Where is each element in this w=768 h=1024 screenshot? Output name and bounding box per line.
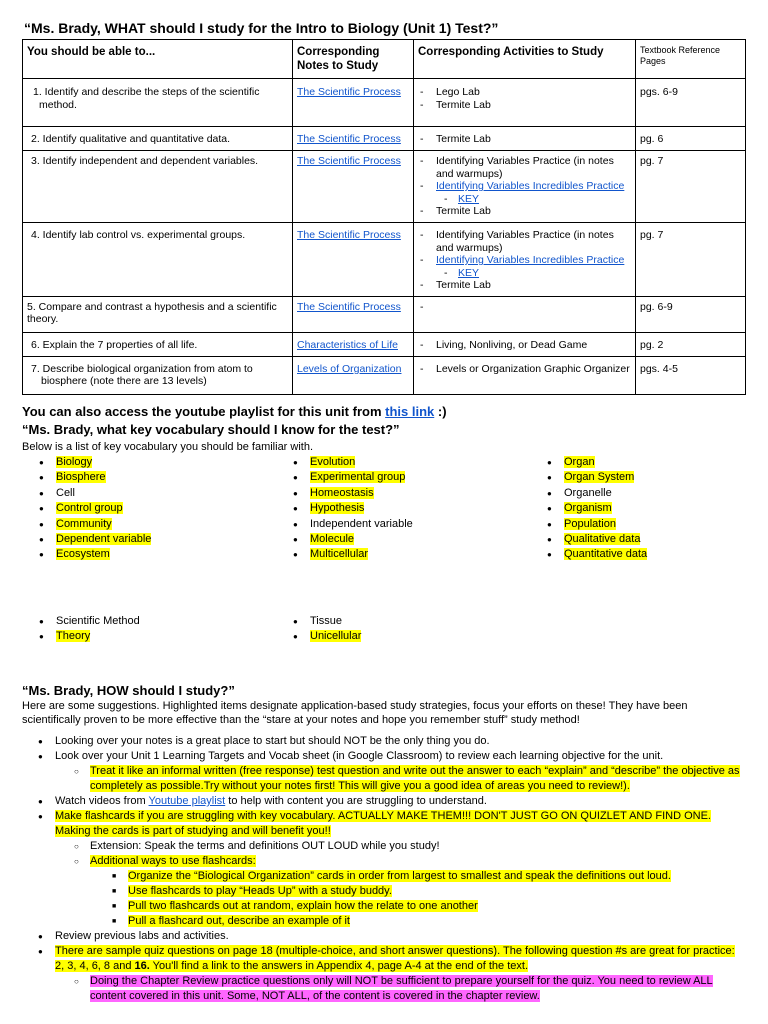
list-item: ○ Extension: Speak the terms and definitions OUT LOUD while you study!: [22, 839, 742, 854]
vocab-term: Qualitative data: [564, 533, 641, 546]
pages-text: pg. 7: [640, 155, 664, 167]
activity-item: - Identifying Variables Practice (in notes and warmups): [418, 229, 631, 254]
pages-cell: [636, 332, 746, 356]
vocab-item: [546, 517, 647, 532]
vocab-item: [292, 614, 361, 629]
activity-item: - Levels or Organization Graphic Organizer: [418, 363, 631, 376]
vocab-term: Biology: [56, 456, 93, 468]
list-item: [22, 914, 742, 929]
vocab-term: Community: [56, 517, 112, 530]
objective-cell: [23, 356, 293, 394]
activity-item: - Lego Lab: [418, 86, 631, 99]
vocab-item: [38, 614, 140, 629]
vocab-term: Experimental group: [310, 471, 406, 484]
vocab-term: Biosphere: [56, 471, 106, 484]
list-item: [22, 854, 742, 869]
vocab-item: [38, 547, 151, 562]
pages-text: pgs. 4-5: [640, 362, 678, 375]
vocab-column: [292, 455, 413, 563]
activity-item: - Termite Lab: [418, 99, 631, 112]
pages-text: pg. 6-9: [640, 300, 673, 313]
vocab-item: [292, 547, 413, 562]
vocab-item: [546, 455, 647, 470]
pages-text: pg. 2: [640, 338, 664, 351]
list-item: ● Look over your Unit 1 Learning Targets and Vocab sheet (in Google Classroom) to review each learning objective for the unit.: [22, 749, 742, 764]
vocab-item: [38, 455, 151, 470]
activity-item: - Identifying Variables Practice (in notes and warmups): [418, 155, 631, 180]
vocab-item: [546, 501, 647, 516]
vocab-term: Organ: [564, 456, 595, 468]
vocab-item: [38, 486, 151, 501]
notes-cell: [293, 79, 414, 127]
list-item-text: Use flashcards to play “Heads Up” with a study buddy.: [128, 885, 392, 897]
list-item: [22, 944, 742, 974]
vocab-item: [292, 455, 413, 470]
youtube-playlist-link[interactable]: Youtube playlist: [148, 795, 226, 807]
table-row: [23, 332, 746, 356]
vocab-term: Organ System: [564, 471, 635, 484]
pages-cell: [636, 127, 746, 151]
list-item: [22, 974, 742, 1004]
table-row: [23, 356, 746, 394]
pages-cell: [636, 356, 746, 394]
notes-cell: [293, 296, 414, 332]
table-row: [23, 79, 746, 127]
table-row: [23, 151, 746, 223]
objective-text: 7. Describe biological organization from atom to biosphere (note there are 13 levels): [31, 362, 253, 387]
header-pages: Textbook Reference Pages: [636, 40, 746, 79]
pages-text: pg. 7: [640, 229, 664, 241]
vocab-item: [292, 517, 413, 532]
pages-text: pgs. 6-9: [640, 86, 678, 98]
list-item: [22, 764, 742, 794]
notes-cell: [293, 151, 414, 223]
vocab-item: [38, 629, 140, 644]
notes-cell: [293, 223, 414, 297]
vocab-term: Scientific Method: [56, 615, 140, 627]
objective-text: 3. Identify independent and dependent variables.: [31, 155, 259, 167]
vocab-term: Theory: [56, 630, 91, 643]
vocab-term: Independent variable: [310, 517, 413, 530]
vocab-item: [292, 501, 413, 516]
vocab-heading: “Ms. Brady, what key vocabulary should I know for the test?”: [22, 422, 400, 437]
key-link[interactable]: KEY: [458, 192, 480, 205]
vocab-item: [292, 486, 413, 501]
activities-cell: [414, 223, 636, 297]
pages-cell: [636, 223, 746, 297]
list-item: ● Looking over your notes is a great place to start but should NOT be the only thing you do.: [22, 734, 742, 749]
list-item-text: to help with content you are struggling to understand.: [225, 795, 487, 807]
objective-text: 4. Identify lab control vs. experimental groups.: [31, 229, 246, 241]
list-item-text: Watch videos from: [55, 795, 149, 807]
objective-cell: [23, 296, 293, 332]
notes-link[interactable]: Characteristics of Life: [297, 338, 398, 351]
notes-link[interactable]: The Scientific Process: [297, 300, 401, 313]
vocab-term: Organelle: [564, 486, 612, 499]
vocab-column: [38, 614, 140, 645]
header-activities: Corresponding Activities to Study: [414, 40, 636, 79]
activities-cell: [414, 356, 636, 394]
vocab-item: [292, 532, 413, 547]
vocab-term: Multicellular: [310, 548, 369, 561]
vocab-item: [38, 517, 151, 532]
playlist-link[interactable]: this link: [385, 404, 435, 419]
list-item-text: Doing the Chapter Review practice questions only will NOT be sufficient to prepare yourself for the quiz. You need to review ALL content covered in this unit. Some, NOT ALL, of the content is covered in the chapter review.: [90, 975, 713, 1002]
activities-cell: [414, 127, 636, 151]
playlist-text: You can also access the youtube playlist for this unit from: [22, 404, 386, 419]
incredibles-practice-link[interactable]: Identifying Variables Incredibles Practice: [436, 180, 625, 192]
objective-cell: [23, 223, 293, 297]
vocab-term: Control group: [56, 502, 123, 515]
vocab-term: Tissue: [310, 615, 342, 627]
objective-text: 1. Identify and describe the steps of the scientific method.: [33, 86, 260, 111]
activity-item: - Termite Lab: [418, 205, 631, 218]
vocab-term: Dependent variable: [56, 533, 152, 546]
list-item: [22, 869, 742, 884]
activities-cell: [414, 151, 636, 223]
incredibles-practice-link[interactable]: Identifying Variables Incredibles Practice: [436, 254, 625, 266]
list-item-text: There are sample quiz questions on page 18 (multiple-choice, and short answer questions). The following question #s are great for practice: 2, 3, 4, 6, 8 and: [55, 945, 735, 972]
list-item: [22, 899, 742, 914]
vocab-intro: Below is a list of key vocabulary you should be familiar with.: [22, 441, 314, 453]
vocab-term: Homeostasis: [310, 486, 374, 499]
notes-link[interactable]: Levels of Organization: [297, 362, 402, 375]
activity-item: - Termite Lab: [418, 133, 631, 146]
activity-item: - Termite Lab: [418, 279, 631, 292]
key-link[interactable]: KEY: [458, 266, 480, 279]
notes-link[interactable]: The Scientific Process: [297, 155, 401, 167]
notes-link[interactable]: The Scientific Process: [297, 229, 401, 241]
how-heading: “Ms. Brady, HOW should I study?”: [22, 683, 235, 698]
vocab-item: [38, 470, 151, 485]
list-item-text: You'll find a link to the answers in Appendix 4, page A-4 at the end of the text.: [149, 960, 529, 972]
list-item-text: Additional ways to use flashcards:: [90, 855, 256, 867]
vocab-item: [292, 629, 361, 644]
list-item-text: Make flashcards if you are struggling with key vocabulary. ACTUALLY MAKE THEM!!! DON'T JUST GO ON QUIZLET AND FIND ONE. Making the cards is part of studying and will benefit you!!: [55, 810, 711, 837]
activities-cell: [414, 296, 636, 332]
vocab-item: [546, 547, 647, 562]
notes-cell: [293, 356, 414, 394]
list-item-text: Organize the “Biological Organization” cards in order from largest to smallest and speak the definitions out loud.: [128, 870, 671, 882]
objective-text: 6. Explain the 7 properties of all life.: [31, 338, 198, 351]
vocab-term: Organism: [564, 502, 612, 515]
objective-text: 2. Identify qualitative and quantitative data.: [31, 133, 231, 145]
activities-cell: [414, 332, 636, 356]
vocab-column: [292, 614, 361, 645]
pages-cell: [636, 296, 746, 332]
vocab-item: [292, 470, 413, 485]
study-tips-list: [22, 734, 742, 1004]
objective-text: 5. Compare and contrast a hypothesis and a scientific theory.: [27, 300, 277, 325]
activities-cell: [414, 79, 636, 127]
table-row: [23, 127, 746, 151]
notes-link[interactable]: The Scientific Process: [297, 86, 401, 98]
table-header-row: [23, 40, 746, 79]
playlist-text-end: :): [434, 404, 447, 419]
pages-text: pg. 6: [640, 133, 664, 145]
vocab-term: Unicellular: [310, 630, 362, 643]
vocab-item: [38, 501, 151, 516]
table-row: [23, 223, 746, 297]
vocab-term: Population: [564, 517, 616, 530]
header-objective: You should be able to...: [23, 40, 293, 79]
list-item-text: Pull two flashcards out at random, explain how the relate to one another: [128, 900, 478, 912]
table-row: [23, 296, 746, 332]
list-item-bold: 16.: [134, 960, 150, 972]
objective-cell: [23, 79, 293, 127]
vocab-term: Ecosystem: [56, 548, 110, 561]
vocab-term: Evolution: [310, 456, 356, 468]
list-item: [22, 809, 742, 839]
how-intro: Here are some suggestions. Highlighted items designate application-based study strategies, focus your efforts on these! They have been scientifically proven to be more effective than the “stare at your notes and hope you remember stuff” study method!: [22, 700, 688, 726]
list-item: [22, 884, 742, 899]
activity-item: - Living, Nonliving, or Dead Game: [418, 339, 631, 352]
list-item: ● Review previous labs and activities.: [22, 929, 742, 944]
vocab-item: [38, 532, 151, 547]
list-item-text: Pull a flashcard out, describe an example of it: [128, 915, 350, 927]
objective-cell: [23, 332, 293, 356]
vocab-item: [546, 532, 647, 547]
objective-cell: [23, 127, 293, 151]
page-title: “Ms. Brady, WHAT should I study for the Intro to Biology (Unit 1) Test?”: [24, 20, 499, 36]
vocab-term: Cell: [56, 486, 75, 499]
vocab-term: Quantitative data: [564, 548, 648, 561]
pages-cell: [636, 151, 746, 223]
notes-cell: [293, 332, 414, 356]
vocab-item: [546, 470, 647, 485]
list-item-text: Treat it like an informal written (free response) test question and write out the answer to each “explain” and “describe” the objective as completely as possible.Try without your notes first! This will give you a good idea of areas you need to review!).: [90, 765, 740, 792]
vocab-term: Hypothesis: [310, 502, 365, 515]
pages-cell: [636, 79, 746, 127]
notes-cell: [293, 127, 414, 151]
playlist-line: [22, 404, 447, 419]
objective-cell: [23, 151, 293, 223]
vocab-item: [546, 486, 647, 501]
list-item: [22, 794, 742, 809]
vocab-column: [38, 455, 151, 563]
vocab-term: Molecule: [310, 533, 355, 546]
study-table: [22, 39, 746, 395]
vocab-column: [546, 455, 647, 563]
notes-link[interactable]: The Scientific Process: [297, 133, 401, 145]
header-notes: Corresponding Notes to Study: [293, 40, 414, 79]
